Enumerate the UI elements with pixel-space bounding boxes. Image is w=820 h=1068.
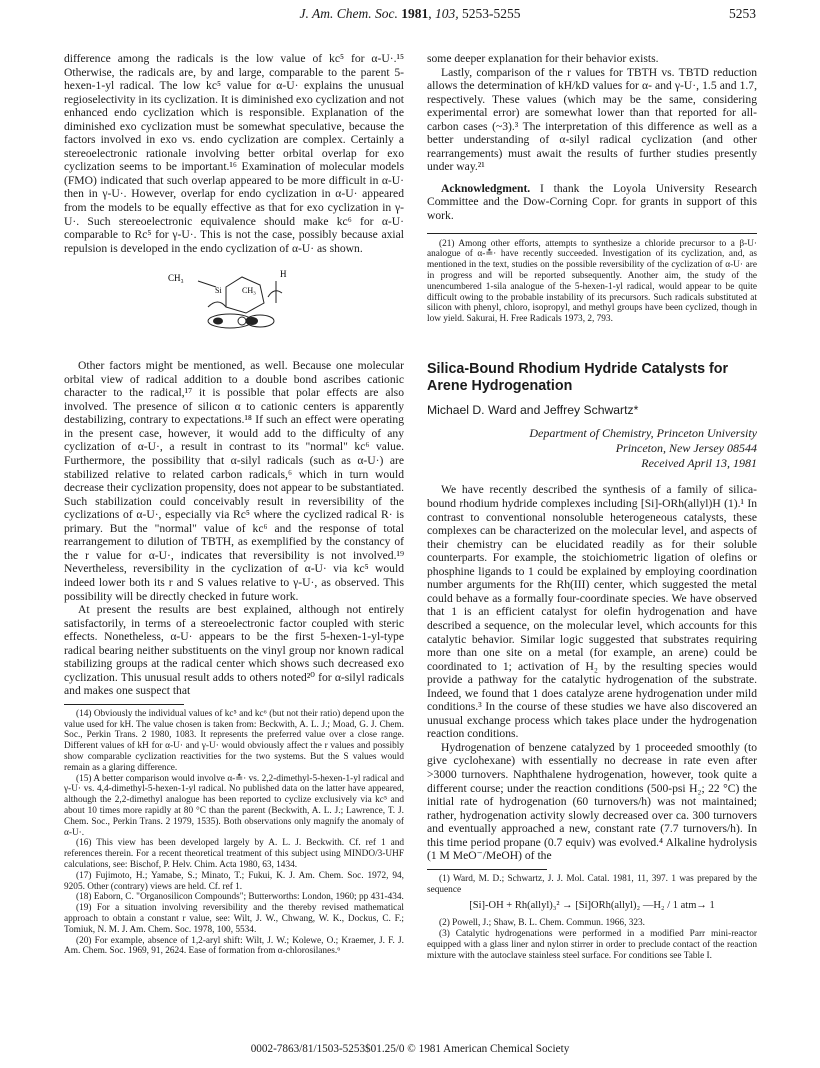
journal-citation: J. Am. Chem. Soc. 1981, 103, 5253-5255 [299,6,521,21]
journal-name: J. Am. Chem. Soc. [299,6,398,21]
footnote-17: (17) Fujimoto, H.; Yamabe, S.; Minato, T.; Fukui, K. J. Am. Chem. Soc. 1972, 94, 9205. Other (contrary) views are held. Cf. ref 1. [64,870,404,892]
article-footnote-1: (1) Ward, M. D.; Schwartz, J. J. Mol. Catal. 1981, 11, 397. 1 was prepared by the sequence [427,873,757,895]
structure-figure [64,261,404,349]
journal-volume: 103, [434,6,459,21]
si-label: Si [215,286,222,296]
acknowledgment [427,182,757,223]
article-footnote-rule [427,869,547,870]
right-column [427,52,757,961]
orbital-diagram [168,263,308,343]
article-paragraph-1: We have recently described the synthesis of a family of silica-bound rhodium hydride complexes including [Si]-ORh(allyl)H (1).¹ In contrast to conventional nonsoluble heterogeneous catalysts, these complexes can be characterized on the molecular level, and aspects of their chemistry can be elucidated readily as for their soluble counterparts. For example, the stoichiometric ligation of olefins or phosphine ligands to 1 could be explained by employing coordination number arguments for the Rh(III) center, which suggested the metal could behave as a formally four-coordinate species. We have observed that 1 is an efficient catalyst for olefin hydrogenation and have described a sequence, on the molecular level, which accounts for this catalytic behavior. Similar logic suggested that substrates requiring more than one site on a metal (for example, an arene) could be coordinated to 1; activation of H₂ by the resulting species would provide a pathway for the catalytic hydrogenation of the substrate. Indeed, we found that 1 does catalyze arene hydrogenation under mild conditions.³ In the course of these studies we have also discovered an unusual exchange process which takes place under the hydrogenation reaction conditions. [427,483,757,741]
h-label: H [280,269,287,280]
received-date: Received April 13, 1981 [641,456,757,471]
page-number: 5253 [729,6,756,21]
affiliation-line-1: Department of Chemistry, Princeton University [529,426,757,441]
left-paragraph-2: Other factors might be mentioned, as well. Because one molecular orbital view of radical addition to a double bond ascribes cationic character to the radical,¹⁷ it is possible that polar effects are also involved. The presence of silicon α to cationic centers is apparently destabilizing, contrary to expectations.¹⁸ If such an effect were operating in the present case, however, it would add to the difficulty of any cyclization of α-U·, a result in contrast to its "normal" kc⁶ value. Furthermore, the possibility that α-silyl radicals (such as α-U·) are stabilized relative to related carbon radicals,⁶ which in turn would decrease their cyclization propensity, does not appear to be substantiated. Such stabilization could conceivably result in reversibility of the cyclizations of α-U·, especially via Rc⁵ where the cyclized radical R· is primary. But the "normal" value of kc⁶ and the response of total rearrangement to dilution of TBTH, as exemplified by the constancy of the r value for α-U·, indicates that reversibility is not involved.¹⁹ Nevertheless, reversibility in the cyclization of α-U· via kc⁵ would indeed lower both its r and S values relative to γ-U·, as observed. This possibility will be directly checked in future work. [64,359,404,603]
ch3-label-left: CH₃ [168,273,184,284]
page-range: 5253-5255 [461,6,521,21]
footnote-20: (20) For example, absence of 1,2-aryl shift: Wilt, J. W.; Kolewe, O.; Kraemer, J. F. J. Am. Chem. Soc. 1969, 91, 2624. Ease of formation from α-chlorosilanes.⁶ [64,935,404,957]
right-footnote-21-block [427,239,757,325]
right-paragraph-2: Lastly, comparison of the r values for TBTH vs. TBTD reduction allows the determination of kH/kD values for α- and γ-U·, 1.5 and 1.7, respectively. These values (which may be the same, considering experimental error) are somewhat lower than that reported for all-carbon cases (~3).³ The interpretation of this difference as well as a better understanding of α-silyl radical cyclization (and other rearrangements) must await the results of further studies presently under way.²¹ [427,65,757,174]
footnote-19: (19) For a situation involving reversibility and the thereby revised mathematical approach to obtain a constant r value, see: Wilt, J. W., Chwang, W. K., Dockus, C. F.; Tomiuk, N. M. J. Am. Chem. Soc. 1978, 100, 5534. [64,903,404,935]
article-paragraph-2: Hydrogenation of benzene catalyzed by 1 proceeded smoothly (to give cyclohexane) with essentially no decrease in rate even after >3000 turnovers. Naphthalene hydrogenation, however, took quite a different course; under the reaction conditions (500-psi H₂; 22 °C) the initial rate of hydrogenation (60 turnovers/h) was not maintained; rather, hydrogenation activity slowly decreased over ca. 300 turnovers and eventually approached a new, constant rate (7.7 turnovers/h). In this time period propane (0.7 equiv) was evolved.⁴ Alkaline hydrolysis (1 M MeO⁻/MeOH) of the [427,740,757,863]
left-footnotes [64,709,404,957]
article-footnote-3: (3) Catalytic hydrogenations were performed in a modified Parr mini-reactor equipped with a glass liner and nylon stirrer in order to preclude contact of the reaction mixture with the autoclave stainless steel surface. For conditions see Table I. [427,928,757,961]
article-footnote-2: (2) Powell, J.; Shaw, B. L. Chem. Commun. 1966, 323. [439,918,645,929]
running-header [64,6,756,26]
right-paragraph-1: some deeper explanation for their behavior exists. [427,52,659,65]
left-paragraph-1: difference among the radicals is the low value of kc⁵ for α-U·.¹⁵ Otherwise, the radicals are, by and large, comparable to the parent 5-hexen-1-yl radical. The low kc⁵ value for α-U· explains the unusual regioselectivity in its cyclization. It is diminished exo cyclization and not enhanced endo cyclization which is responsible. Explanation of the diminished exo cyclization must be somewhat speculative, because the factors involved in exo vs. endo cyclization are complex. Certainly a stereoelectronic rationale involving better orbital overlap for exo cyclization seems to be important.¹⁶ Examination of molecular models (FMO) indicated that such overlap appeared to be more difficult in α-U· then in γ-U·. However, overlap for endo cyclization in α-U· appeared from the models to be equally effective as that for exo cyclization in γ-U·. Such stereoelectronic equivalence should make kc⁶ for α-U· comparable to Rc⁵ for γ-U·. This is not the case, possibly because axial repulsion is developed in the endo cyclization of α-U· as shown. [64,52,404,255]
footnote-rule-right [427,233,757,234]
article-footnotes [427,874,757,962]
footnote-14: (14) Obviously the individual values of kc⁵ and kc⁶ (but not their ratio) depend upon the value used for kH. The value chosen is taken from: Beckwith, A. L. J.; Moad, G. J. Chem. Soc., Perkin Trans. 2 1980, 1083. It represents the preferred value over a close range. Different values of kH for α-U· and γ-U· would obviously affect the r values and possibly show comparable cyclization reactivities for the two systems. But the S values would remain as a glaring difference. [64,708,404,773]
footnote-rule [64,704,184,705]
left-paragraph-3: At present the results are best explained, although not entirely satisfactorily, in terms of a stereoelectronic factor coupled with steric effects. Nonetheless, α-U· appears to be the first 5-hexen-1-yl-type radical bearing neither substituents on the vinyl group nor known radical stabilizing groups at the radical center which shows such decreased exo cyclization. This unusual result adds to others noted²⁰ for α-silyl radicals and makes one suspect that [64,603,404,698]
journal-year: 1981 [401,6,429,21]
affiliation-line-2: Princeton, New Jersey 08544 [615,441,757,456]
reaction-scheme: [Si]-OH + Rh(allyl)₃² → [Si]ORh(allyl)₂ —H₂ / 1 atm→ 1 [469,900,715,912]
article-body [427,483,757,862]
ch3-label-ring: CH₃ [242,286,256,296]
footnote-16: (16) This view has been developed largely by A. L. J. Beckwith. Cf. ref 1 and references therein. For a recent theoretical treatment of this subject using MINDO/3-UHF calculations, see: Bischof, P. Helv. Chim. Acta 1980, 63, 1434. [64,838,404,871]
footnote-18: (18) Eaborn, C. "Organosilicon Compounds"; Butterworths: London, 1960; pp 431-434. [76,892,404,903]
footnote-21: (21) Among other efforts, attempts to synthesize a chloride precursor to a β-U· analogue of α-≛· have recently succeeded. Investigation of its cyclization, and, as mentioned in the text, studies on the possible reversibility of the cyclization of α-U· are in progress and will be reported subsequently. Another aim, the study of the unencumbered 1-sila analogue of the 5-hexen-1-yl radical, would appear to be quite difficult owing to the probable instability of its precursors. Such radicals substituted at silicon with phenyl, chloro, isopropyl, and methyl groups have been cyclized, though in low yield. Sakurai, H. Free Radicals 1973, 2, 793. [427,238,757,325]
acknowledgment-text: I thank the Loyola University Research Committee and the Dow-Corning Copr. for grants in support of this work. [427,181,757,223]
article-authors: Michael D. Ward and Jeffrey Schwartz* [427,402,639,417]
footnote-15: (15) A better comparison would involve α-≛· vs. 2,2-dimethyl-5-hexen-1-yl radical and γ-U· vs. 4,4-dimethyl-5-hexen-1-yl radical. No published data on the latter have appeared, although the 2,2-dimethyl analogue has been reported to cyclize exclusively via kc⁵ and about 10 times more rapidly at 80 °C than the parent (Beckwith, A. L. J.; Lawrence, T. J. Chem. Soc., Perkin Trans. 2 1979, 1535). Both observations only magnify the anomaly of α-U·. [64,773,404,838]
affiliation [427,426,757,471]
acknowledgment-heading: Acknowledgment. [441,181,531,195]
left-column [64,52,404,957]
article-title: Silica-Bound Rhodium Hydride Catalysts for Arene Hydrogenation [427,360,729,394]
copyright-footer: 0002-7863/81/1503-5253$01.25/0 © 1981 American Chemical Society [250,1043,570,1055]
